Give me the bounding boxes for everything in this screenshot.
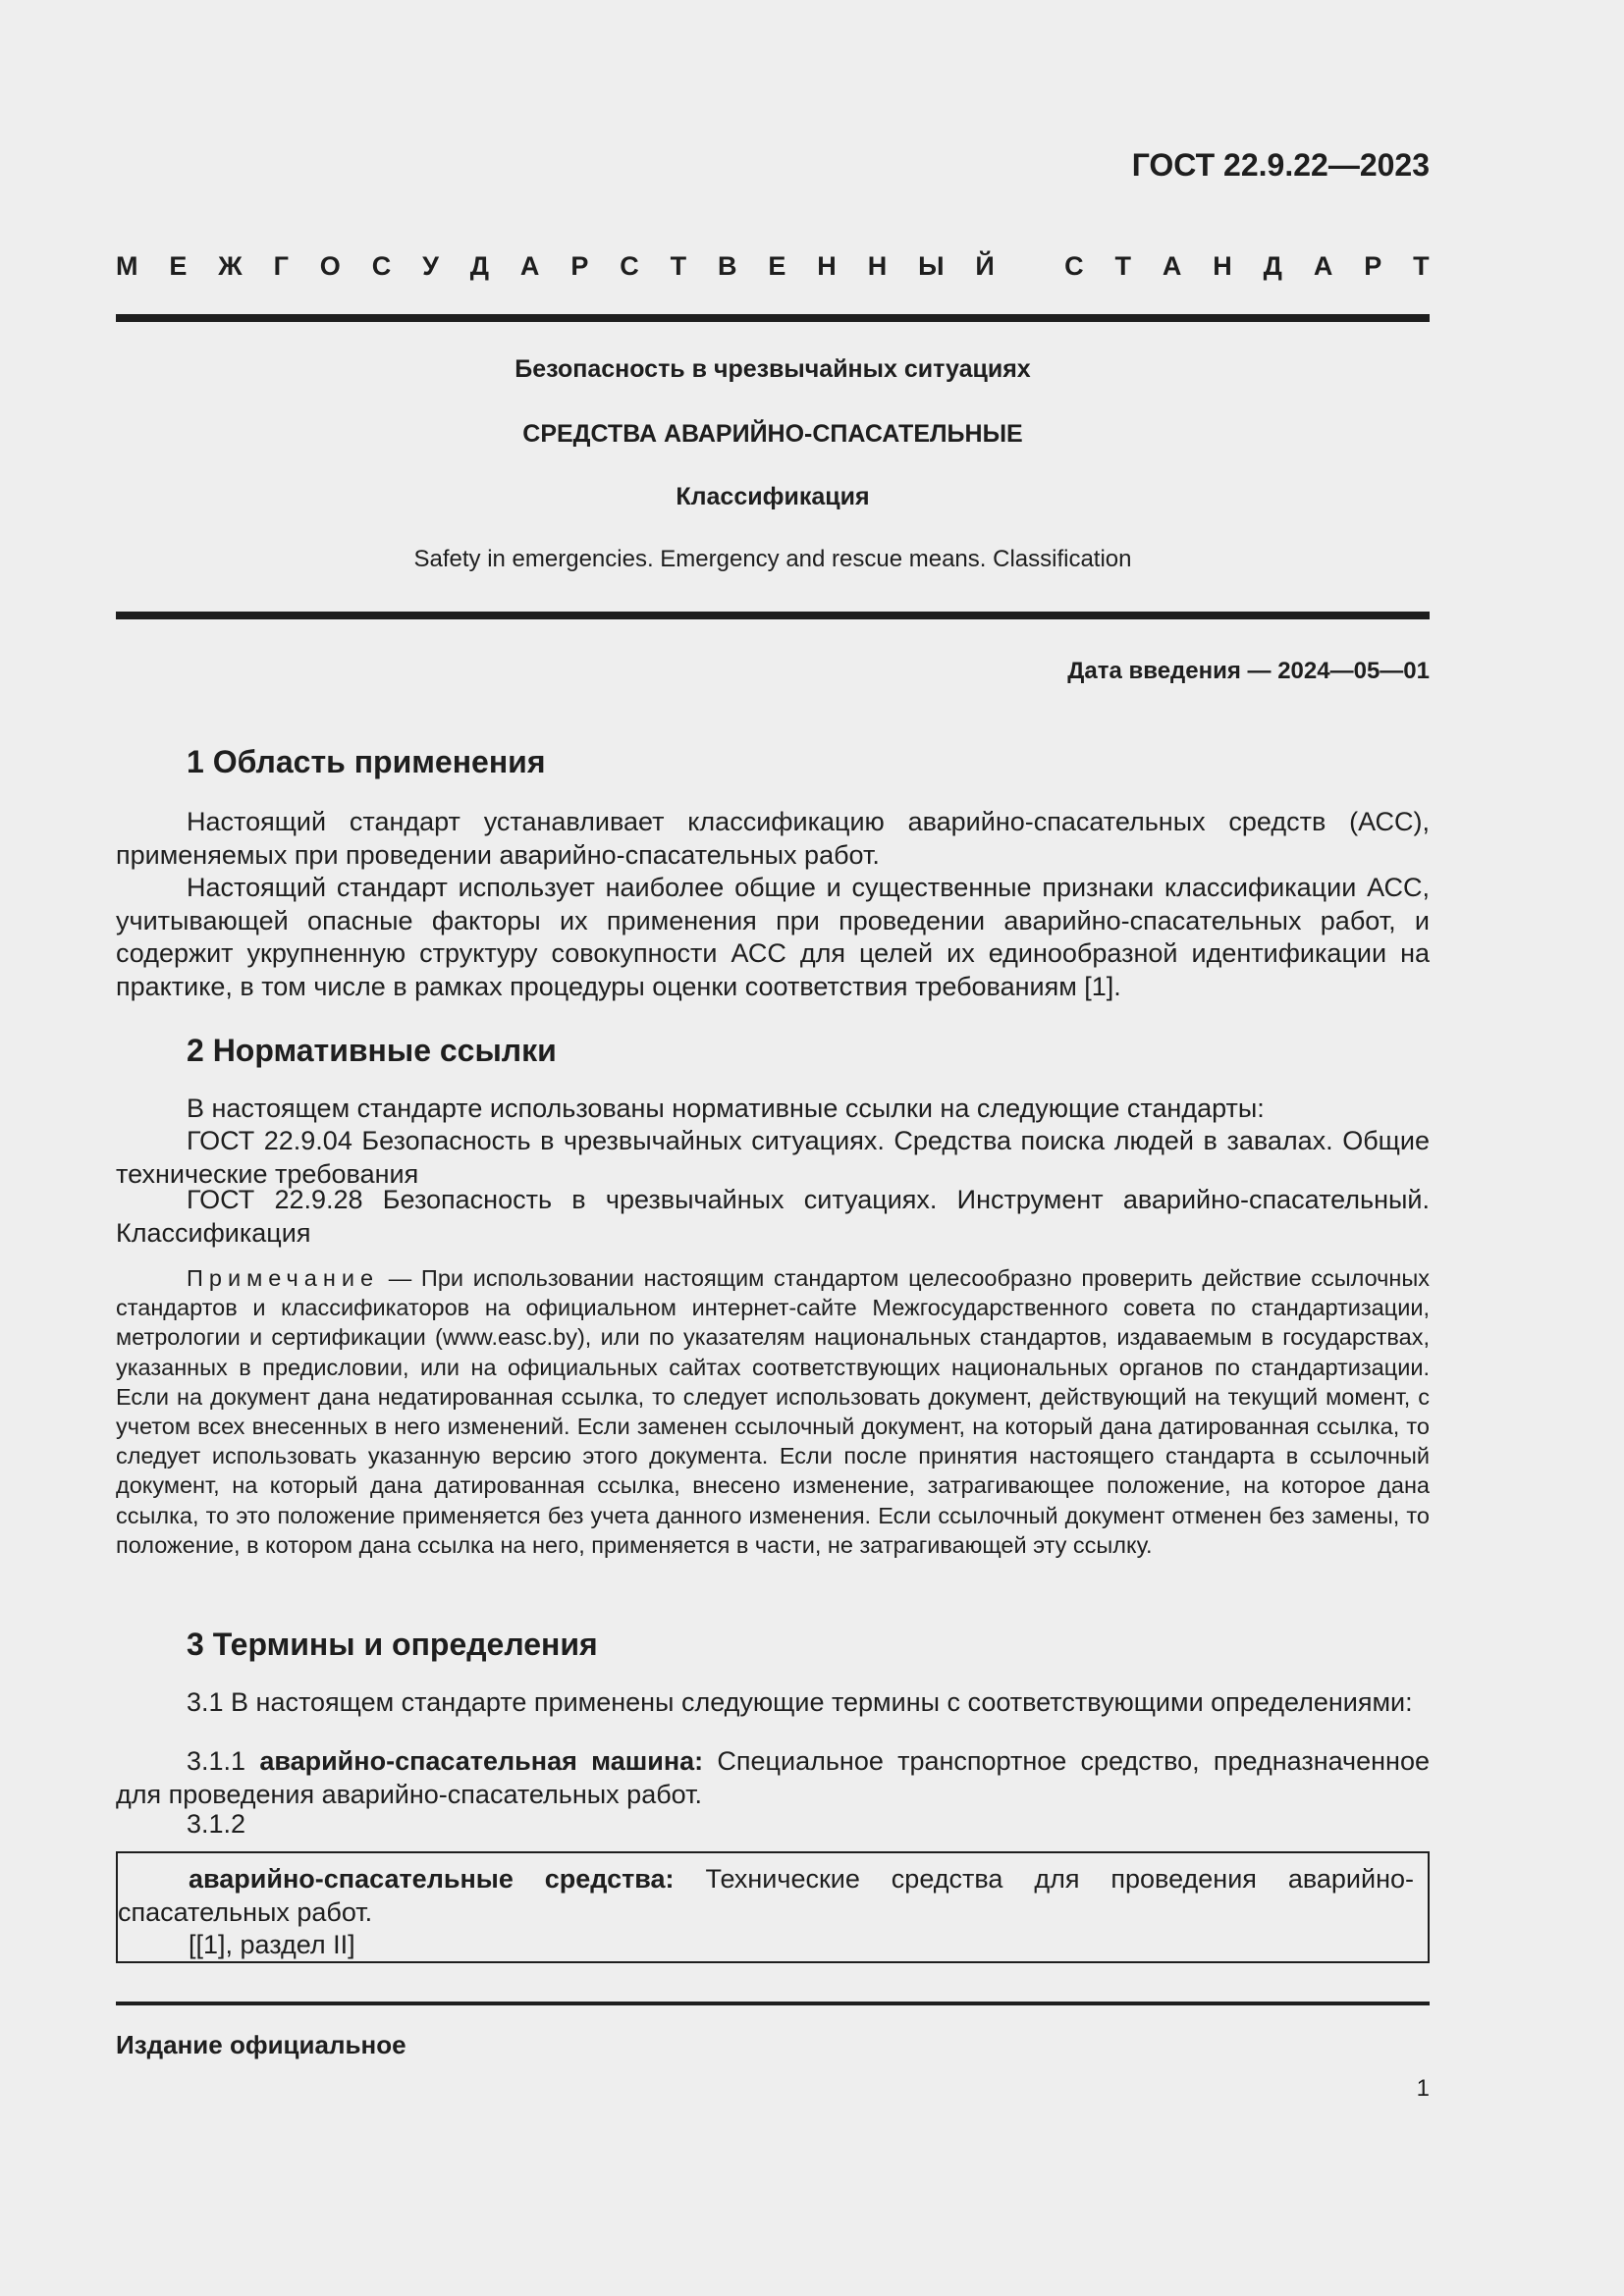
standard-type-letter: А	[1162, 251, 1182, 281]
standard-type-letter: Т	[1114, 251, 1131, 281]
standard-type-letter: Ж	[218, 251, 243, 281]
section-3-heading: 3 Термины и определения	[187, 1627, 598, 1662]
standard-type-letter: Г	[273, 251, 289, 281]
title-sub: Классификация	[676, 483, 870, 510]
footer-rule	[116, 2002, 1430, 2005]
section-2-heading: 2 Нормативные ссылки	[187, 1033, 557, 1068]
title-main: СРЕДСТВА АВАРИЙНО-СПАСАТЕЛЬНЫЕ	[522, 420, 1023, 448]
standard-type-letter: Е	[768, 251, 786, 281]
introduction-date: Дата введения — 2024—05—01	[1067, 658, 1430, 684]
standard-type-letter: С	[371, 251, 392, 281]
standard-type-letter: С	[620, 251, 639, 281]
section-1-paragraph-1: Настоящий стандарт устанавливает классификацию аварийно-спасательных средств (АСС), применяемых при проведении аварийно-спасательных работ.	[116, 807, 1430, 870]
standard-type-letter: В	[718, 251, 737, 281]
term-definition: Технические средства для проведения аварийно-спасательных работ.	[118, 1864, 1414, 1927]
standard-type-letter: Т	[1413, 251, 1430, 281]
term-3-1-1	[116, 1745, 1430, 1811]
section-2-intro: В настоящем стандарте использованы нормативные ссылки на следующие стандарты:	[187, 1094, 1265, 1123]
standard-type-letter: Й	[975, 251, 995, 281]
section-1-heading: 1 Область применения	[187, 744, 546, 779]
standard-type-letter: У	[422, 251, 439, 281]
note-label: Примечание	[187, 1265, 380, 1291]
term-source: [[1], раздел II]	[189, 1930, 355, 1959]
term-definition: Специальное транспортное средство, предназначенное для проведения аварийно-спасательных работ.	[116, 1746, 1430, 1809]
page-number: 1	[1416, 2075, 1430, 2102]
standard-type-letter: Н	[1213, 251, 1232, 281]
term-3-1-2	[118, 1863, 1414, 1929]
title-rule	[116, 612, 1430, 619]
title-english: Safety in emergencies. Emergency and rescue means. Classification	[413, 546, 1132, 572]
term-definition-box	[116, 1851, 1430, 1963]
section-2-note	[116, 1263, 1430, 1560]
section-1-paragraph-2: Настоящий стандарт использует наиболее общие и существенные признаки классификации АСС, учитывающей опасные факторы их применения при проведении аварийно-спасательных работ, и содержит укрупненную структуру совокупности АСС для целей их единообразной идентификации на практике, в том числе в рамках процедуры оценки соответствия требованиям [1].	[116, 873, 1430, 1001]
term-number: 3.1.1	[187, 1746, 260, 1776]
document-code: ГОСТ 22.9.22—2023	[1131, 147, 1430, 183]
standard-type-letter: А	[1313, 251, 1333, 281]
standard-type-letter	[1026, 251, 1034, 282]
standard-type-letter: Н	[817, 251, 837, 281]
standard-type-letter: Д	[469, 251, 490, 281]
official-edition-label: Издание официальное	[116, 2030, 406, 2059]
standard-type-letter: Е	[169, 251, 188, 281]
standard-type-letter: Т	[670, 251, 687, 281]
header-rule	[116, 314, 1430, 322]
standard-type-heading	[116, 251, 1430, 282]
normative-reference-1: ГОСТ 22.9.04 Безопасность в чрезвычайных ситуациях. Средства поиска людей в завалах. Общие технические требования	[116, 1126, 1430, 1189]
title-group: Безопасность в чрезвычайных ситуациях	[514, 355, 1031, 383]
standard-type-letter: Д	[1263, 251, 1282, 281]
term-name: аварийно-спасательная машина:	[259, 1746, 704, 1776]
note-text: — При использовании настоящим стандартом целесообразно проверить действие ссылочных стандартов и классификаторов на официальном интернет-сайте Межгосударственного совета по стандартизации, метрологии и сертификации (www.easc.by), или по указателям национальных стандартов, издаваемым в государствах, указанных в предисловии, или на официальных сайтах соответствующих национальных органов по стандартизации. Если на документ дана недатированная ссылка, то следует использовать документ, действующий на текущий момент, с учетом всех внесенных в него изменений. Если заменен ссылочный документ, на который дана датированная ссылка, то следует использовать указанную версию этого документа. Если после принятия настоящего стандарта в ссылочный документ, на который дана датированная ссылка, внесено изменение, затрагивающее положение, на которое дана ссылка, то это положение применяется без учета данного изменения. Если ссылочный документ отменен без замены, то положение, в котором дана ссылка на него, применяется в части, не затрагивающей эту ссылку.	[116, 1265, 1430, 1558]
standard-type-letter: Н	[867, 251, 888, 281]
standard-type-letter: Ы	[918, 251, 945, 281]
standard-type-letter: М	[116, 251, 138, 281]
section-3-intro: 3.1 В настоящем стандарте применены следующие термины с соответствующими определениями:	[187, 1687, 1413, 1717]
standard-type-letter: Р	[1364, 251, 1382, 281]
standard-type-letter: А	[519, 251, 540, 281]
term-3-1-2-number: 3.1.2	[187, 1809, 246, 1839]
standard-type-letter: О	[319, 251, 341, 281]
normative-reference-2: ГОСТ 22.9.28 Безопасность в чрезвычайных ситуациях. Инструмент аварийно-спасательный. Классификация	[116, 1185, 1430, 1248]
standard-type-letter: С	[1064, 251, 1084, 281]
standard-type-letter: Р	[570, 251, 589, 281]
term-name: аварийно-спасательные средства:	[189, 1864, 675, 1894]
